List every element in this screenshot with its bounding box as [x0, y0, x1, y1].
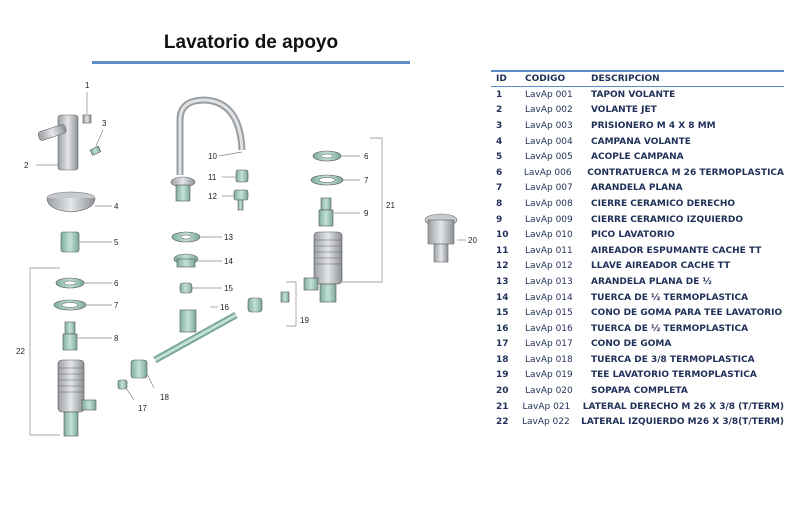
part-1-tapon-volante — [83, 115, 91, 123]
part-description: CIERRE CERAMICO IZQUIERDO — [591, 214, 743, 225]
table-row — [491, 118, 784, 134]
part-22-lateral-izquierdo — [58, 360, 96, 436]
part-19-fittings — [248, 292, 289, 312]
callout-20: 20 — [468, 236, 477, 245]
part-description: PRISIONERO M 4 X 8 MM — [591, 120, 716, 131]
part-code: LavAp 002 — [525, 105, 573, 116]
table-row — [491, 196, 784, 212]
part-code: LavAp 012 — [525, 261, 573, 272]
part-description: TAPON VOLANTE — [591, 89, 676, 100]
part-16-19-tee-tube — [155, 310, 236, 360]
table-row — [491, 243, 784, 259]
part-id: 18 — [496, 354, 509, 365]
table-row — [491, 368, 784, 384]
part-description: PICO LAVATORIO — [591, 230, 675, 241]
callout-6b: 6 — [364, 152, 369, 161]
table-row — [491, 290, 784, 306]
table-row — [491, 103, 784, 119]
callout-14: 14 — [224, 257, 233, 266]
part-description: TUERCA DE ½ TERMOPLASTICA — [591, 323, 749, 334]
table-row — [491, 383, 784, 399]
part-13-arandela — [172, 232, 200, 242]
part-id: 13 — [496, 276, 509, 287]
part-description: SOPAPA COMPLETA — [591, 386, 688, 397]
part-code: LavAp 003 — [525, 120, 573, 131]
part-6-contratuerca-right — [313, 151, 341, 161]
callout-1: 1 — [85, 81, 90, 90]
table-row — [491, 337, 784, 353]
exploded-parts-diagram — [0, 70, 480, 450]
part-20-sopapa — [425, 214, 457, 262]
part-3-prisionero — [90, 146, 101, 155]
part-description: LATERAL DERECHO M 26 X 3/8 (T/TERM) — [582, 401, 784, 412]
part-code: LavAp 005 — [525, 152, 573, 163]
part-id: 1 — [496, 89, 503, 100]
parts-table — [491, 70, 784, 430]
part-5-acople-campana — [61, 232, 79, 252]
part-code: LavAp 013 — [525, 276, 573, 287]
part-description: CONTRATUERCA M 26 TERMOPLASTICA — [587, 167, 784, 178]
part-description: TUERCA DE 3/8 TERMOPLASTICA — [591, 354, 755, 365]
part-code: LavAp 009 — [525, 214, 573, 225]
part-6-contratuerca-left — [56, 278, 84, 288]
table-row — [491, 321, 784, 337]
table-row — [491, 212, 784, 228]
part-id: 15 — [496, 308, 509, 319]
callout-labels — [16, 81, 477, 413]
part-code: LavAp 001 — [525, 89, 573, 100]
part-description: LLAVE AIREADOR CACHE TT — [591, 261, 731, 272]
part-id: 8 — [496, 198, 503, 209]
part-id: 4 — [496, 136, 503, 147]
callout-9: 9 — [364, 209, 369, 218]
part-id: 6 — [496, 167, 503, 178]
table-row — [491, 399, 784, 415]
part-description: CONO DE GOMA — [591, 339, 672, 350]
part-code: LavAp 019 — [525, 370, 573, 381]
part-code: LavAp 022 — [521, 417, 570, 428]
part-17-cono — [118, 380, 127, 389]
part-id: 12 — [496, 261, 509, 272]
part-7-arandela-right — [311, 175, 343, 185]
part-description: TUERCA DE ½ TERMOPLASTICA — [591, 292, 749, 303]
part-14-tuerca — [174, 254, 198, 267]
part-id: 14 — [496, 292, 509, 303]
part-code: LavAp 021 — [522, 401, 571, 412]
part-id: 5 — [496, 152, 503, 163]
callout-8: 8 — [114, 334, 119, 343]
table-row — [491, 259, 784, 275]
part-id: 2 — [496, 105, 503, 116]
callout-18: 18 — [160, 393, 169, 402]
table-row — [491, 352, 784, 368]
table-row — [491, 165, 784, 181]
callout-12: 12 — [208, 192, 217, 201]
callout-16: 16 — [220, 303, 229, 312]
header-id: ID — [496, 74, 507, 84]
table-row — [491, 181, 784, 197]
part-code: LavAp 020 — [525, 386, 573, 397]
table-row — [491, 305, 784, 321]
callout-15: 15 — [224, 284, 233, 293]
part-18-tuerca — [131, 360, 147, 378]
callout-6: 6 — [114, 279, 119, 288]
callout-7: 7 — [114, 301, 119, 310]
part-id: 9 — [496, 214, 503, 225]
part-description: ARANDELA PLANA — [591, 183, 683, 194]
part-id: 11 — [496, 245, 509, 256]
part-description: AIREADOR ESPUMANTE CACHE TT — [591, 245, 762, 256]
part-description: CONO DE GOMA PARA TEE LAVATORIO — [591, 308, 783, 319]
callout-2: 2 — [24, 161, 29, 170]
part-code: LavAp 017 — [525, 339, 573, 350]
part-description: ARANDELA PLANA DE ½ — [591, 276, 712, 287]
callout-19: 19 — [300, 316, 309, 325]
header-code: CODIGO — [525, 74, 566, 84]
part-code: LavAp 008 — [525, 198, 573, 209]
callout-4: 4 — [114, 202, 119, 211]
part-code: LavAp 004 — [525, 136, 573, 147]
part-description: TEE LAVATORIO TERMOPLASTICA — [591, 370, 757, 381]
part-12-llave-aireador — [234, 190, 248, 210]
table-header — [491, 72, 784, 86]
part-code: LavAp 011 — [525, 245, 573, 256]
part-11-aireador — [236, 170, 248, 182]
part-15-cono-goma — [180, 283, 192, 293]
part-id: 22 — [496, 417, 509, 428]
part-description: CAMPANA VOLANTE — [591, 136, 691, 147]
header-description: DESCRIPCION — [591, 74, 660, 84]
part-id: 17 — [496, 339, 509, 350]
table-row — [491, 149, 784, 165]
callout-13: 13 — [224, 233, 233, 242]
part-id: 19 — [496, 370, 509, 381]
part-id: 16 — [496, 323, 509, 334]
part-description: VOLANTE JET — [591, 105, 657, 116]
callout-3: 3 — [102, 119, 107, 128]
part-code: LavAp 010 — [525, 230, 573, 241]
page-title: Lavatorio de apoyo — [163, 32, 339, 53]
table-row — [491, 274, 784, 290]
part-code: LavAp 014 — [525, 292, 573, 303]
part-id: 21 — [496, 401, 509, 412]
table-row — [491, 414, 784, 430]
part-description: LATERAL IZQUIERDO M26 X 3/8(T/TERM) — [581, 417, 784, 428]
part-code: LavAp 016 — [525, 323, 573, 334]
part-10-pico-lavatorio — [171, 100, 242, 201]
part-id: 10 — [496, 230, 509, 241]
callout-21: 21 — [386, 201, 395, 210]
part-9-cierre-ceramico — [319, 198, 333, 226]
part-7-arandela-left — [54, 300, 86, 310]
part-code: LavAp 007 — [525, 183, 573, 194]
callout-17: 17 — [138, 404, 147, 413]
title-underline — [92, 61, 410, 64]
part-2-volante-jet — [37, 115, 78, 170]
part-4-campana-volante — [47, 192, 95, 212]
part-8-cierre-ceramico — [63, 322, 77, 350]
table-row — [491, 134, 784, 150]
callout-11: 11 — [208, 173, 217, 182]
part-code: LavAp 015 — [525, 308, 573, 319]
part-code: LavAp 018 — [525, 354, 573, 365]
callout-5: 5 — [114, 238, 119, 247]
part-id: 7 — [496, 183, 503, 194]
part-code: LavAp 006 — [523, 167, 572, 178]
table-row — [491, 87, 784, 103]
callout-22: 22 — [16, 347, 25, 356]
table-row — [491, 227, 784, 243]
callout-10: 10 — [208, 152, 217, 161]
part-id: 20 — [496, 386, 509, 397]
part-description: CIERRE CERAMICO DERECHO — [591, 198, 736, 209]
part-21-lateral-derecho — [304, 232, 342, 302]
part-description: ACOPLE CAMPANA — [591, 152, 684, 163]
leader-lines — [30, 92, 466, 435]
callout-7b: 7 — [364, 176, 369, 185]
part-id: 3 — [496, 120, 503, 131]
table-body — [491, 87, 784, 430]
